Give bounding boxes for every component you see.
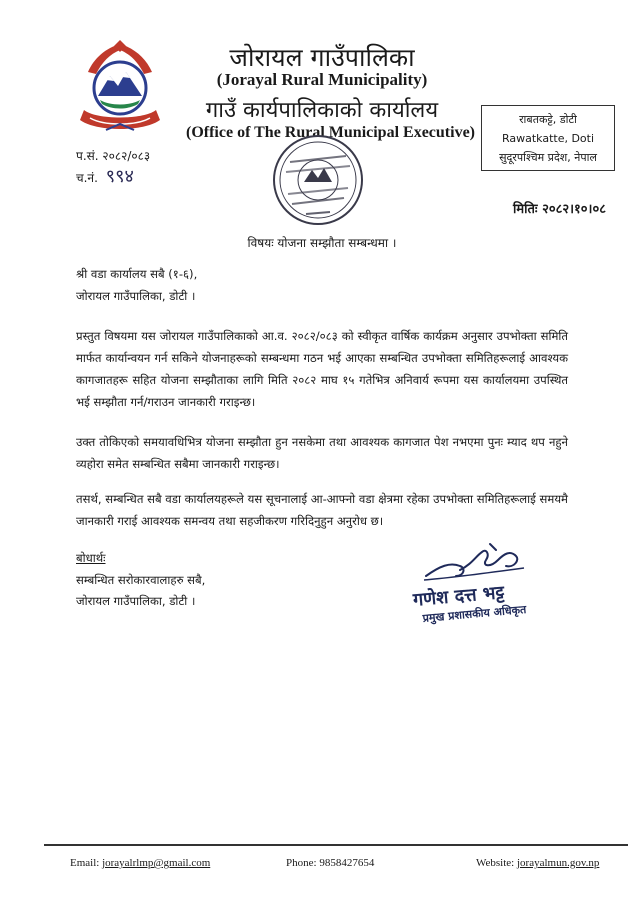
cc-line-2: जोरायल गाउँपालिका, डोटी । [76,594,196,608]
address-box [481,105,615,171]
addressee-line-2: जोरायल गाउँपालिका, डोटी । [76,289,196,303]
municipality-title-nepali: जोरायल गाउँपालिका [229,43,415,72]
email-label: Email: [70,857,100,869]
signatory-title: प्रमुख प्रशासकीय अधिकृत [422,602,527,625]
letter-subject: विषयः योजना सम्झौता सम्बन्धमा । [247,236,397,250]
email-link[interactable]: jorayalrlmp@gmail.com [102,857,211,869]
phone-label: Phone: [286,857,317,869]
address-line-1: राबतकट्टे, डोटी [519,113,577,126]
ref-cn-value: ९९४ [105,166,134,187]
phone-number: 9858427654 [319,857,375,869]
letter-date [513,199,606,217]
website-label: Website: [476,857,515,869]
cc-line-1: सम्बन्धित सरोकारवालाहरु सबै, [76,573,206,587]
address-line-3: सुदूरपश्चिम प्रदेश, नेपाल [499,151,597,164]
body-paragraph-3: तसर्थ, सम्बन्धित सबै वडा कार्यालयहरूले यस सूचनालाई आ-आफ्नो वडा क्षेत्रमा रहेका उपभोक्ता समितिहरूलाई समयमै जानकारी गराई आवश्यक समन्वय तथा सहजीकरण गरिदिनुहुन अनुरोध छ। [76,492,568,528]
letter-ref-cn [76,164,134,188]
office-title-nepali: गाउँ कार्यपालिकाको कार्यालय [205,98,439,123]
office-title-english: (Office of The Rural Municipal Executive) [186,124,475,141]
ref-ps-value: २०८२/०८३ [102,149,151,163]
ref-ps-label: प.सं. [76,149,99,163]
website-link[interactable]: jorayalmun.gov.np [516,857,600,869]
footer-website [476,857,599,869]
footer-phone [286,857,374,869]
body-paragraph-2: उक्त तोकिएको समयावधिभित्र योजना सम्झौता हुन नसकेमा तथा आवश्यक कागजात पेश नभएमा पुनः म्याद थप नहुने व्यहोरा समेत सम्बन्धित सबैमा जानकारी गराइन्छ। [76,435,568,471]
office-seal-stamp [270,132,366,228]
ref-cn-label: च.नं. [76,171,98,185]
letter-ref-ps [76,147,150,164]
addressee-line-1: श्री वडा कार्यालय सबै (१-६), [76,267,198,281]
municipality-title-english: (Jorayal Rural Municipality) [216,70,428,89]
date-label: मितिः [512,202,538,217]
footer-email [70,857,210,869]
date-value: २०८२।१०।०८ [542,202,606,217]
footer-divider [44,844,628,846]
addressee-block [76,263,197,307]
address-line-2: Rawatkatte, Doti [501,132,595,145]
body-paragraph-1: प्रस्तुत विषयमा यस जोरायल गाउँपालिकाको आ.व. २०८२/०८३ को स्वीकृत वार्षिक कार्यक्रम अनुसार उपभोक्ता समिति मार्फत कार्यान्वयन गर्न सकिने योजनाहरूको सम्बन्धमा गठन भई आएका सम्बन्धित उपभोक्ता समितिहरूलाई आवश्यक कागजातहरू सहित योजना सम्झौताका लागि मिति २०८२ माघ १५ गतेभित्र अनिवार्य रूपमा यस कार्यालयमा उपस्थित भई सम्झौता गर्न/गराउन जानकारी गराइन्छ। [76,329,568,409]
signatory-name: गणेश दत्त भट्ट [412,582,506,611]
handwritten-signature [420,536,540,584]
cc-heading: बोधार्थः [76,551,106,565]
